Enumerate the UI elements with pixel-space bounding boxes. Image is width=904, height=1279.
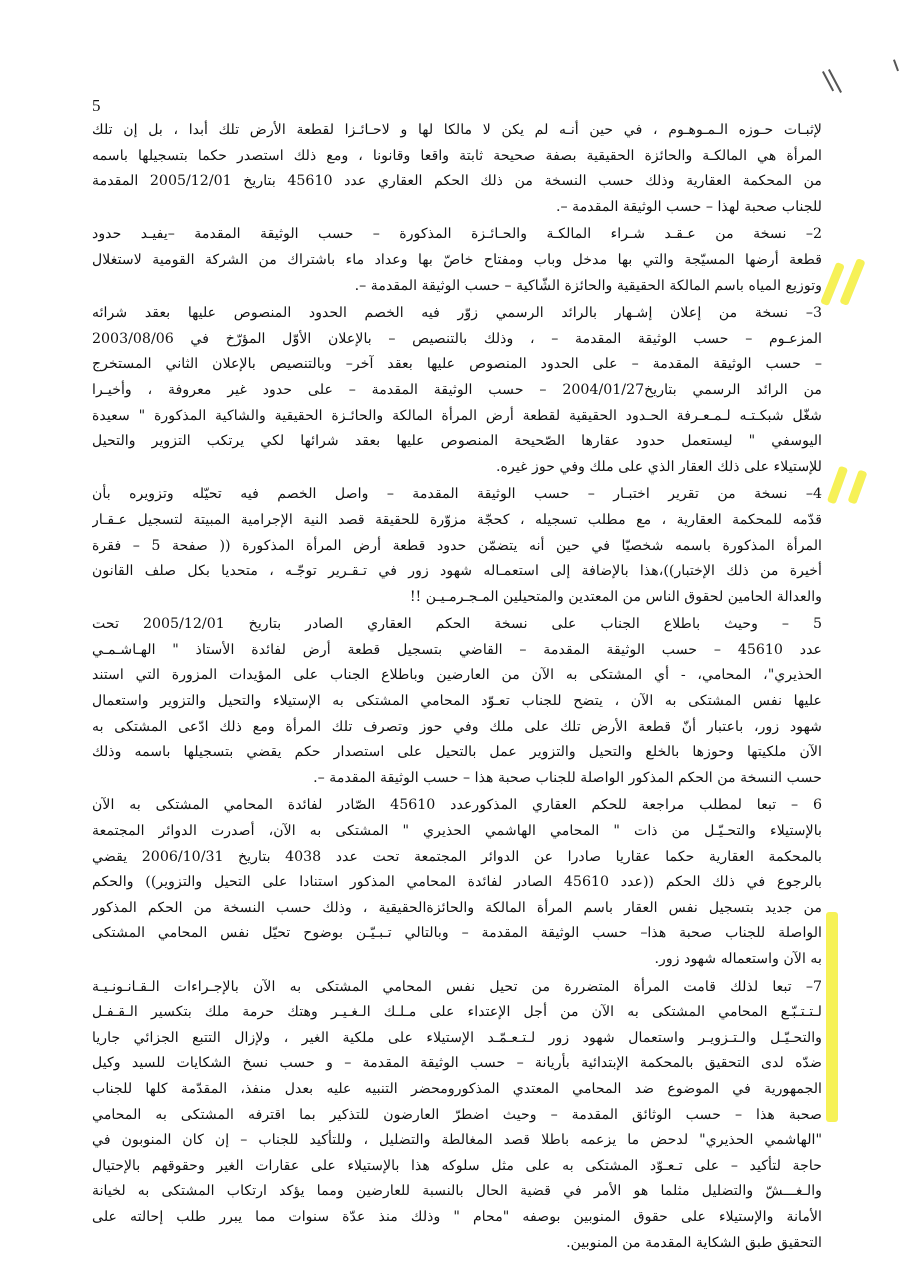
text-line: الحذيري"، المحامي، - أي المشتكى به الآن من العارضين وباطلاع الجناب على المؤيدات المزورة التي استند bbox=[92, 667, 822, 684]
highlighter-mark bbox=[826, 912, 838, 1122]
text-line: المرأة المذكورة باسمه شخصيّا في حين أنه يتضمّن حدود قطعة أرض المرأة المذكورة (( صفحة 5 – فقرة bbox=[92, 537, 822, 554]
text-line: والـغـــشّ والتضليل مثلما هو الأمر في قضية الحال بالنسبة للعارضين ومما يؤكد ارتكاب المشتكى به لخيانة bbox=[92, 1183, 822, 1200]
text-line: 7– تبعا لذلك قامت المرأة المتضررة من تحيل نفس المحامي المشتكى به الآن بالإجـراءات الـقـانـونـيـة bbox=[92, 978, 822, 995]
document-body bbox=[92, 118, 822, 1258]
paragraph bbox=[92, 301, 822, 480]
text-line: بالإستيلاء والتحـيّـل من ذات " المحامي الهاشمي الحذيري " المشتكى به الآن، أصدرت الدوائر المجتمعة bbox=[92, 823, 822, 840]
paragraph bbox=[92, 222, 822, 299]
highlighter-mark bbox=[827, 466, 848, 505]
text-line: 6 – تبعا لمطلب مراجعة للحكم العقاري المذكورعدد 45610 الصّادر لفائدة المحامي المشتكى به الآن bbox=[92, 797, 822, 814]
paragraph bbox=[92, 793, 822, 972]
text-line: لإثبـات حـوزه الـمـوهـوم ، في حين أنـه لم يكن لا مالكا لها و لاحـائـزا لقطعة الأرض تلك أبدا ، بل إن تلك bbox=[92, 122, 822, 138]
text-line: اليوسفي " ليستعمل حدود عقارها الصّحيحة المنصوص عليها بعقد شرائها لكي يرتكب التزوير والتحيل bbox=[92, 433, 822, 450]
paragraph bbox=[92, 612, 822, 791]
text-line: الواصلة للجناب صحبة هذا– حسب الوثيقة المقدمة – وبالتالي تـبـيّـن بوضوح تحيّل نفس المحامي المشتكى bbox=[92, 925, 822, 942]
page-number: 5 bbox=[92, 96, 101, 115]
text-line: من المحكمة العقارية وذلك حسب النسخة من ذلك الحكم العقاري عدد 45610 بتاريخ 2005/12/01 المقدمة bbox=[92, 173, 822, 190]
text-line: الآن ملكيتها وحوزها بالخلع والتحيل والتزوير عمل بالتحيل على استصدار حكم يقضي بتسجيلها باسمه وذلك bbox=[92, 744, 822, 761]
pen-mark bbox=[893, 59, 899, 71]
text-line: المزعـوم – حسب الوثيقة المقدمة – ، وذلك بالتنصيص – بالإعلان الأوّل المؤرّخ في 2003/08/06 bbox=[92, 330, 822, 347]
text-line: بالمحكمة العقارية حكما عقاريا صادرا عن الدوائر المجتمعة تحت عدد 4038 بتاريخ 2006/10/31 يقضي bbox=[92, 848, 822, 865]
text-line: الأمانة والإستيلاء على حقوق المنوبين بوصفه "محام " وذلك منذ عدّة سنوات مما يبرر طلب إحالته على bbox=[92, 1208, 822, 1225]
text-line: 3– نسخة من إعلان إشـهار بالرائد الرسمي زوّر فيه الخصم الحدود المنصوص عليها بعقد شرائه bbox=[92, 305, 822, 322]
text-line: لـتـتـبّـع المحامي المشتكى به الآن من أجل الإعتداء على مـلـك الـغـيـر وهتك حرمة ملك بتكسير الـقـفـل bbox=[92, 1004, 822, 1021]
text-line: من جديد بتسجيل نفس العقار باسم المرأة المالكة والحائزةالحقيقية ، وذلك حسب النسخة من الحكم المذكور bbox=[92, 899, 822, 916]
text-line: الجمهورية في الموضوع ضد المحامي المعتدي المذكورومحضر التنبيه عليه بعدل منفذ، المقدّمة كلها للجناب bbox=[92, 1080, 822, 1097]
text-line: "الهاشمي الحذيري" لدحض ما يزعمه باطلا قصد المغالطة والتضليل ، وللتأكيد للجناب – إن كان المنوبون في bbox=[92, 1132, 822, 1149]
text-line: من الرائد الرسمي بتاريخ2004/01/27 – حسب الوثيقة المقدمة – على حدود غير معروفة ، وأخيـرا bbox=[92, 381, 822, 398]
text-line: قدّمه للمحكمة العقارية ، مع مطلب تسجيله ، كحجّة مزوّرة للحقيقة قصد النية الإجرامية المبيتة لتسجيل عـقـار bbox=[92, 511, 822, 528]
text-line: قطعة أرضها المسيّجة والتي بها مدخل وباب ومفتاح خاصّ بها وعداد ماء باشتراك من الشركة القومية لاستغلال bbox=[92, 251, 822, 268]
text-line: للإستيلاء على ذلك العقار الذي على ملك وفي حوز غيره. bbox=[496, 458, 822, 475]
text-line: والعدالة الحامين لحقوق الناس من المعتدين والمتحيلين المـجـرمـيـن !! bbox=[409, 588, 822, 605]
text-line: وتوزيع المياه باسم المالكة الحقيقية والحائزة الشّاكية – حسب الوثيقة المقدمة –. bbox=[354, 277, 822, 294]
text-line: 4– نسخة من تقرير اختبـار – حسب الوثيقة المقدمة – واصل الخصم فيه تحيّله وتزويره بأن bbox=[92, 486, 822, 503]
paragraph bbox=[92, 118, 822, 220]
text-line: والتحـيّـل والـتـزويـر واستعمال شهود زور لـتـعـمّـد الإستيلاء على ملكية الغير ، ولإزال التتبع الجزائي جاريا bbox=[92, 1029, 822, 1046]
paragraph bbox=[92, 482, 822, 610]
text-line: عدد 45610 – حسب الوثيقة المقدمة – القاضي بتسجيل قطعة أرض لفائدة الأستاذ " الهـاشـمـي bbox=[92, 641, 822, 658]
text-line: صحبة هذا – حسب الوثائق المقدمة – وحيث اضطرّ العارضون للتذكير بما اقترفه المشتكى به المحامي bbox=[92, 1106, 822, 1123]
text-line: التحقيق طبق الشكاية المقدمة من المنوبين. bbox=[566, 1234, 822, 1251]
text-line: – حسب الوثيقة المقدمة – على الحدود المنصوص عليها بعقد آخر– وبالتنصيص بالإعلان الثاني المستخرج bbox=[92, 356, 822, 373]
pen-mark bbox=[828, 69, 842, 93]
text-line: حاجة لتأكيد – على تـعـوّد المشتكى به على مثل سلوكه هذا بالإستيلاء على عقارات الغير وحقوقهم بالإحتيال bbox=[92, 1157, 822, 1174]
text-line: 2– نسخة من عـقـد شـراء المالكـة والحـائـزة المذكورة – حسب الوثيقة المقدمة –يفيـد حدود bbox=[92, 226, 822, 243]
text-line: حسب النسخة من الحكم المذكور الواصلة للجناب صحبة هذا – حسب الوثيقة المقدمة –. bbox=[313, 769, 822, 786]
text-line: ضدّه لدى التحقيق بالمحكمة الإبتدائية بأريانة – حسب الوثيقة المقدمة – و حسب نسخ الشكايات للسيد وكيل bbox=[92, 1055, 822, 1072]
text-line: 5 – وحيث باطلاع الجناب على نسخة الحكم العقاري الصادر بتاريخ 2005/12/01 تحت bbox=[92, 616, 822, 633]
highlighter-mark bbox=[847, 469, 867, 504]
text-line: عليها نفس المشتكى به الآن ، يتضح للجناب تعـوّد المحامي المشتكى به الإستيلاء والتحيل والتزوير واستعمال bbox=[92, 693, 822, 710]
text-line: للجناب صحبة لهذا – حسب الوثيقة المقدمة –. bbox=[555, 198, 822, 215]
text-line: به الآن واستعماله شهود زور. bbox=[654, 951, 822, 967]
text-line: أخيرة من ذلك الإختبار))،هذا بالإضافة إلى استعمـاله شهود زور في تـقـرير توجّـه ، متحديا بكل صلف القانون bbox=[92, 563, 822, 580]
text-line: بالرجوع في ذلك الحكم ((عدد 45610 الصادر لفائدة المحامي المذكور استنادا على التحيل والتزوير)) والحكم bbox=[92, 874, 822, 891]
paragraph bbox=[92, 975, 822, 1257]
text-line: شغّل شبكـتـه لـمـعـرفة الحـدود الحقيقية لقطعة أرض المرأة المالكة والحائـزة الحقيقية والشاكية المذكورة " سعيدة bbox=[92, 407, 822, 424]
text-line: شهود زور، باعتبار أنّ قطعة الأرض تلك على ملك وفي حوز وتصرف تلك المرأة ومع ذلك ادّعى المشتكى به bbox=[92, 718, 822, 735]
text-line: المرأة هي المالكـة والحائزة الحقيقية بصفة صحيحة ثابتة واقعا وقانونا ، ومع ذلك استصدر حكما بتسجيلها باسمه bbox=[92, 147, 822, 164]
